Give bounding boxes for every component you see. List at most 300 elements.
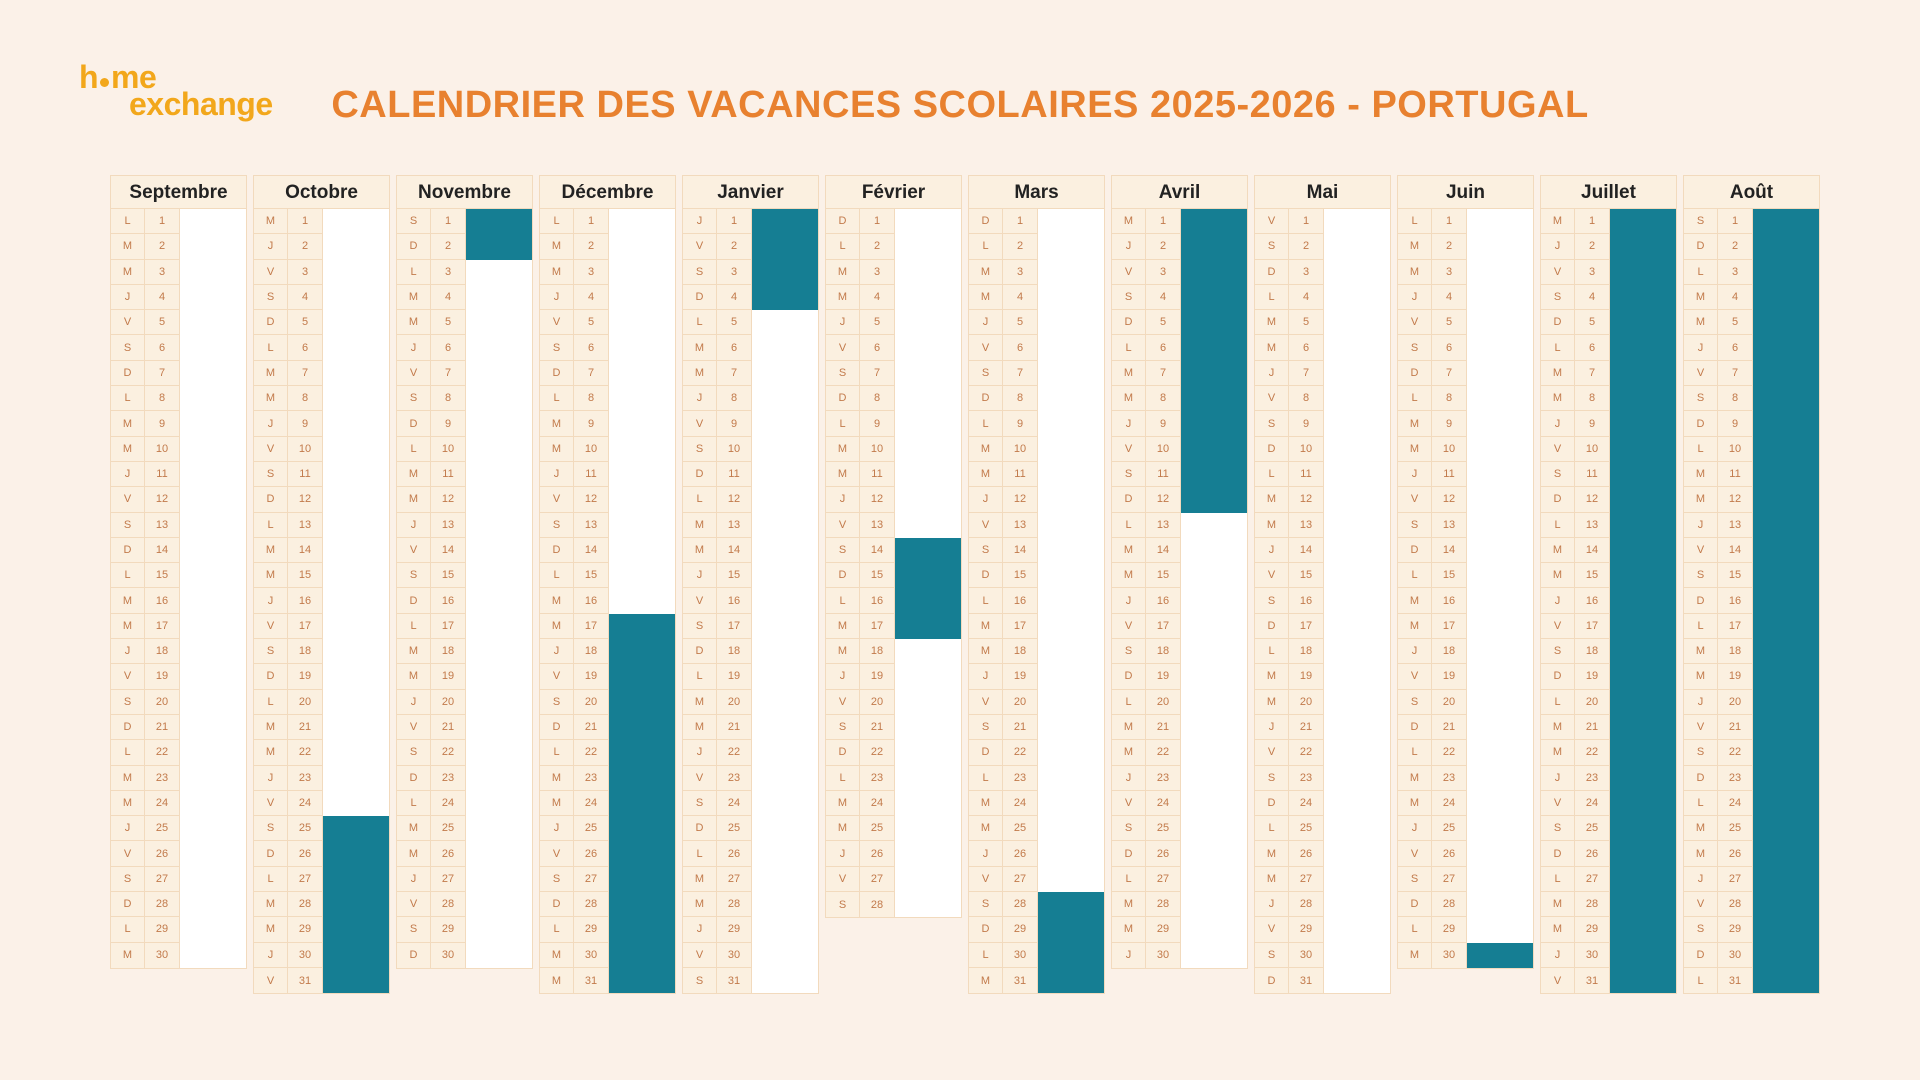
day-number: 10 <box>1003 437 1038 462</box>
strip-cell <box>1467 462 1533 487</box>
day-letter: M <box>1112 892 1146 917</box>
day-number: 15 <box>574 563 609 588</box>
day-number: 22 <box>1432 740 1467 765</box>
day-row <box>254 285 389 310</box>
day-row <box>826 588 961 613</box>
day-number: 13 <box>431 513 466 538</box>
day-number: 27 <box>574 867 609 892</box>
day-number: 27 <box>288 867 323 892</box>
day-letter: M <box>1255 841 1289 866</box>
day-row <box>1398 513 1533 538</box>
day-number: 2 <box>288 234 323 259</box>
strip-cell <box>1038 614 1104 639</box>
day-letter: J <box>1112 234 1146 259</box>
day-letter: M <box>540 943 574 968</box>
day-row <box>969 588 1104 613</box>
vacation-highlight <box>895 563 961 588</box>
strip-cell <box>1467 791 1533 816</box>
day-number: 15 <box>717 563 752 588</box>
day-number: 9 <box>717 411 752 436</box>
day-letter: M <box>683 361 717 386</box>
day-letter: J <box>1398 285 1432 310</box>
day-letter: L <box>1398 740 1432 765</box>
day-letter: J <box>683 563 717 588</box>
vacation-highlight <box>609 892 675 917</box>
day-number: 15 <box>288 563 323 588</box>
day-row <box>1112 411 1247 436</box>
day-row <box>1112 487 1247 512</box>
vacation-highlight <box>1753 285 1819 310</box>
day-number: 3 <box>145 260 180 285</box>
strip-cell <box>895 285 961 310</box>
day-letter: S <box>1112 816 1146 841</box>
day-letter: L <box>969 943 1003 968</box>
strip-cell <box>180 234 246 259</box>
day-number: 19 <box>717 664 752 689</box>
day-row <box>111 538 246 563</box>
day-letter: M <box>254 740 288 765</box>
day-row <box>1684 209 1819 234</box>
day-letter: D <box>969 386 1003 411</box>
day-letter: J <box>1112 411 1146 436</box>
day-row <box>1541 538 1676 563</box>
vacation-highlight <box>1753 917 1819 942</box>
day-row <box>254 513 389 538</box>
vacation-highlight <box>609 841 675 866</box>
day-letter: L <box>111 386 145 411</box>
vacation-highlight <box>1610 791 1676 816</box>
month-column-mai <box>1254 175 1391 994</box>
day-number: 2 <box>1146 234 1181 259</box>
day-row <box>683 285 818 310</box>
day-row <box>1398 791 1533 816</box>
day-number: 20 <box>1575 690 1610 715</box>
day-row <box>111 285 246 310</box>
day-number: 5 <box>574 310 609 335</box>
day-letter: D <box>683 462 717 487</box>
month-column-decembre <box>539 175 676 994</box>
strip-cell <box>323 487 389 512</box>
day-number: 7 <box>1718 361 1753 386</box>
day-row <box>254 867 389 892</box>
strip-cell <box>895 411 961 436</box>
day-row <box>540 285 675 310</box>
day-row <box>969 715 1104 740</box>
day-letter: V <box>683 411 717 436</box>
month-column-janvier <box>682 175 819 994</box>
day-letter: M <box>540 968 574 993</box>
day-row <box>1684 310 1819 335</box>
day-row <box>540 588 675 613</box>
day-number: 11 <box>1146 462 1181 487</box>
day-number: 20 <box>860 690 895 715</box>
day-row <box>1541 614 1676 639</box>
day-row <box>683 563 818 588</box>
day-number: 13 <box>574 513 609 538</box>
day-number: 16 <box>1432 588 1467 613</box>
day-row <box>683 766 818 791</box>
day-number: 25 <box>717 816 752 841</box>
strip-cell <box>1324 740 1390 765</box>
strip-cell <box>1324 310 1390 335</box>
vacation-highlight <box>1610 411 1676 436</box>
day-letter: M <box>397 487 431 512</box>
strip-cell <box>895 513 961 538</box>
day-letter: V <box>1255 386 1289 411</box>
month-header-octobre: Octobre <box>254 176 389 209</box>
day-number: 8 <box>574 386 609 411</box>
strip-cell <box>1467 209 1533 234</box>
vacation-highlight <box>1610 260 1676 285</box>
day-letter: D <box>397 943 431 968</box>
day-row <box>1255 335 1390 360</box>
strip-cell <box>323 791 389 816</box>
day-row <box>111 917 246 942</box>
strip-cell <box>323 386 389 411</box>
day-row <box>1541 411 1676 436</box>
day-letter: L <box>111 917 145 942</box>
day-row <box>683 715 818 740</box>
strip-cell <box>323 462 389 487</box>
day-number: 10 <box>1146 437 1181 462</box>
day-number: 25 <box>1575 816 1610 841</box>
day-number: 14 <box>1289 538 1324 563</box>
strip-cell <box>752 639 818 664</box>
day-letter: L <box>1684 968 1718 993</box>
day-number: 29 <box>574 917 609 942</box>
strip-cell <box>1467 335 1533 360</box>
strip-cell <box>1324 335 1390 360</box>
day-letter: S <box>1684 563 1718 588</box>
day-row <box>969 285 1104 310</box>
day-letter: V <box>969 513 1003 538</box>
day-row <box>683 917 818 942</box>
day-letter: D <box>1255 437 1289 462</box>
day-letter: M <box>1112 386 1146 411</box>
day-letter: M <box>397 462 431 487</box>
day-row <box>1398 462 1533 487</box>
day-letter: J <box>826 841 860 866</box>
day-number: 16 <box>431 588 466 613</box>
day-number: 8 <box>288 386 323 411</box>
day-letter: D <box>969 917 1003 942</box>
vacation-highlight <box>609 639 675 664</box>
day-number: 30 <box>1718 943 1753 968</box>
day-letter: S <box>1112 462 1146 487</box>
day-letter: D <box>1112 841 1146 866</box>
day-row <box>397 690 532 715</box>
day-number: 3 <box>431 260 466 285</box>
day-row <box>397 867 532 892</box>
day-letter: S <box>826 361 860 386</box>
day-letter: S <box>1684 917 1718 942</box>
day-row <box>969 664 1104 689</box>
day-letter: M <box>111 260 145 285</box>
day-row <box>540 943 675 968</box>
day-number: 5 <box>717 310 752 335</box>
day-row <box>683 513 818 538</box>
day-row <box>1112 614 1247 639</box>
day-row <box>969 260 1104 285</box>
day-number: 5 <box>1718 310 1753 335</box>
day-row <box>397 791 532 816</box>
vacation-highlight <box>466 209 532 234</box>
day-row <box>1398 234 1533 259</box>
day-letter: M <box>969 462 1003 487</box>
day-letter: M <box>397 816 431 841</box>
day-number: 20 <box>288 690 323 715</box>
day-number: 12 <box>717 487 752 512</box>
day-row <box>254 740 389 765</box>
day-letter: M <box>683 867 717 892</box>
vacation-highlight <box>1610 690 1676 715</box>
strip-cell <box>1324 563 1390 588</box>
day-number: 23 <box>288 766 323 791</box>
day-letter: M <box>111 614 145 639</box>
strip-cell <box>180 639 246 664</box>
strip-cell <box>1181 588 1247 613</box>
strip-cell <box>466 285 532 310</box>
strip-cell <box>1038 791 1104 816</box>
day-row <box>397 715 532 740</box>
day-row <box>540 462 675 487</box>
day-letter: D <box>683 639 717 664</box>
day-letter: J <box>540 285 574 310</box>
day-number: 9 <box>1003 411 1038 436</box>
day-row <box>826 487 961 512</box>
day-letter: S <box>683 437 717 462</box>
vacation-highlight <box>1753 690 1819 715</box>
day-row <box>540 816 675 841</box>
day-number: 10 <box>1718 437 1753 462</box>
day-letter: D <box>111 361 145 386</box>
vacation-highlight <box>1610 335 1676 360</box>
strip-cell <box>752 766 818 791</box>
day-number: 9 <box>431 411 466 436</box>
day-row <box>111 816 246 841</box>
day-number: 4 <box>1146 285 1181 310</box>
strip-cell <box>1467 841 1533 866</box>
day-row <box>826 867 961 892</box>
day-letter: D <box>254 841 288 866</box>
day-letter: V <box>540 487 574 512</box>
day-number: 14 <box>574 538 609 563</box>
day-letter: D <box>540 361 574 386</box>
strip-cell <box>895 487 961 512</box>
day-number: 25 <box>860 816 895 841</box>
day-letter: S <box>1398 335 1432 360</box>
day-number: 10 <box>288 437 323 462</box>
day-number: 22 <box>1003 740 1038 765</box>
day-number: 30 <box>1432 943 1467 968</box>
day-row <box>1684 867 1819 892</box>
day-number: 15 <box>431 563 466 588</box>
day-row <box>969 563 1104 588</box>
day-letter: V <box>1398 487 1432 512</box>
day-letter: M <box>540 614 574 639</box>
day-letter: D <box>1541 841 1575 866</box>
day-number: 29 <box>145 917 180 942</box>
day-letter: D <box>1684 588 1718 613</box>
strip-cell <box>466 588 532 613</box>
day-letter: D <box>1255 614 1289 639</box>
day-row <box>111 209 246 234</box>
strip-cell <box>752 791 818 816</box>
month-column-octobre <box>253 175 390 994</box>
strip-cell <box>1038 462 1104 487</box>
day-row <box>1541 260 1676 285</box>
day-letter: M <box>111 588 145 613</box>
day-row <box>1541 867 1676 892</box>
day-number: 24 <box>574 791 609 816</box>
vacation-highlight <box>1610 841 1676 866</box>
day-letter: M <box>1684 841 1718 866</box>
day-row <box>540 538 675 563</box>
day-letter: M <box>969 260 1003 285</box>
vacation-highlight <box>323 943 389 968</box>
day-number: 28 <box>1289 892 1324 917</box>
day-number: 10 <box>574 437 609 462</box>
day-row <box>1398 386 1533 411</box>
day-number: 13 <box>1146 513 1181 538</box>
day-letter: M <box>1541 386 1575 411</box>
day-row <box>826 361 961 386</box>
vacation-highlight <box>752 260 818 285</box>
day-letter: J <box>254 234 288 259</box>
day-letter: S <box>1255 234 1289 259</box>
day-number: 27 <box>717 867 752 892</box>
day-row <box>1684 437 1819 462</box>
day-row <box>1112 361 1247 386</box>
day-letter: S <box>683 614 717 639</box>
day-letter: M <box>1255 487 1289 512</box>
strip-cell <box>180 614 246 639</box>
day-number: 1 <box>145 209 180 234</box>
day-letter: V <box>1684 715 1718 740</box>
day-row <box>540 260 675 285</box>
day-number: 29 <box>1003 917 1038 942</box>
day-letter: D <box>1541 310 1575 335</box>
day-row <box>969 310 1104 335</box>
day-letter: D <box>969 563 1003 588</box>
day-number: 4 <box>860 285 895 310</box>
day-letter: V <box>683 234 717 259</box>
day-number: 14 <box>717 538 752 563</box>
day-row <box>1541 690 1676 715</box>
day-row <box>540 487 675 512</box>
strip-cell <box>323 639 389 664</box>
day-letter: L <box>1684 614 1718 639</box>
day-row <box>683 361 818 386</box>
strip-cell <box>180 588 246 613</box>
day-number: 20 <box>717 690 752 715</box>
vacation-highlight <box>1753 715 1819 740</box>
day-number: 3 <box>1575 260 1610 285</box>
strip-cell <box>1467 260 1533 285</box>
day-row <box>397 943 532 968</box>
day-letter: M <box>1112 538 1146 563</box>
vacation-highlight <box>1610 285 1676 310</box>
day-number: 16 <box>145 588 180 613</box>
day-number: 6 <box>1718 335 1753 360</box>
day-letter: S <box>397 386 431 411</box>
day-row <box>683 614 818 639</box>
day-letter: V <box>1112 260 1146 285</box>
day-number: 7 <box>431 361 466 386</box>
day-number: 21 <box>717 715 752 740</box>
day-letter: J <box>1398 462 1432 487</box>
day-number: 18 <box>860 639 895 664</box>
vacation-highlight <box>1753 867 1819 892</box>
day-letter: V <box>1255 740 1289 765</box>
day-letter: M <box>1541 740 1575 765</box>
day-number: 26 <box>717 841 752 866</box>
day-letter: V <box>969 690 1003 715</box>
day-letter: J <box>826 664 860 689</box>
day-letter: S <box>1112 639 1146 664</box>
day-letter: L <box>540 386 574 411</box>
strip-cell <box>609 513 675 538</box>
day-letter: M <box>397 310 431 335</box>
day-letter: M <box>826 437 860 462</box>
day-letter: M <box>1398 260 1432 285</box>
day-number: 29 <box>1432 917 1467 942</box>
strip-cell <box>895 260 961 285</box>
strip-cell <box>180 943 246 968</box>
day-number: 29 <box>717 917 752 942</box>
strip-cell <box>180 917 246 942</box>
day-number: 7 <box>1289 361 1324 386</box>
day-row <box>1541 361 1676 386</box>
day-number: 2 <box>1003 234 1038 259</box>
strip-cell <box>1467 361 1533 386</box>
day-number: 11 <box>1575 462 1610 487</box>
day-row <box>969 968 1104 993</box>
day-letter: S <box>254 639 288 664</box>
day-row <box>1541 310 1676 335</box>
day-letter: M <box>1541 209 1575 234</box>
day-letter: S <box>397 563 431 588</box>
day-number: 23 <box>717 766 752 791</box>
day-number: 21 <box>1575 715 1610 740</box>
strip-cell <box>323 715 389 740</box>
day-letter: D <box>1541 664 1575 689</box>
day-letter: V <box>826 690 860 715</box>
day-number: 19 <box>1575 664 1610 689</box>
day-letter: M <box>1398 234 1432 259</box>
day-number: 24 <box>1432 791 1467 816</box>
strip-cell <box>1324 715 1390 740</box>
day-number: 28 <box>717 892 752 917</box>
day-letter: M <box>1398 943 1432 968</box>
strip-cell <box>609 462 675 487</box>
day-letter: L <box>397 791 431 816</box>
day-number: 21 <box>1003 715 1038 740</box>
day-letter: L <box>540 563 574 588</box>
day-number: 9 <box>1289 411 1324 436</box>
day-row <box>254 538 389 563</box>
day-row <box>1255 892 1390 917</box>
day-row <box>254 411 389 436</box>
day-row <box>1398 411 1533 436</box>
day-letter: M <box>969 639 1003 664</box>
day-letter: M <box>540 791 574 816</box>
day-row <box>1255 614 1390 639</box>
day-row <box>540 386 675 411</box>
vacation-highlight <box>1753 766 1819 791</box>
day-row <box>1112 917 1247 942</box>
day-letter: M <box>969 614 1003 639</box>
